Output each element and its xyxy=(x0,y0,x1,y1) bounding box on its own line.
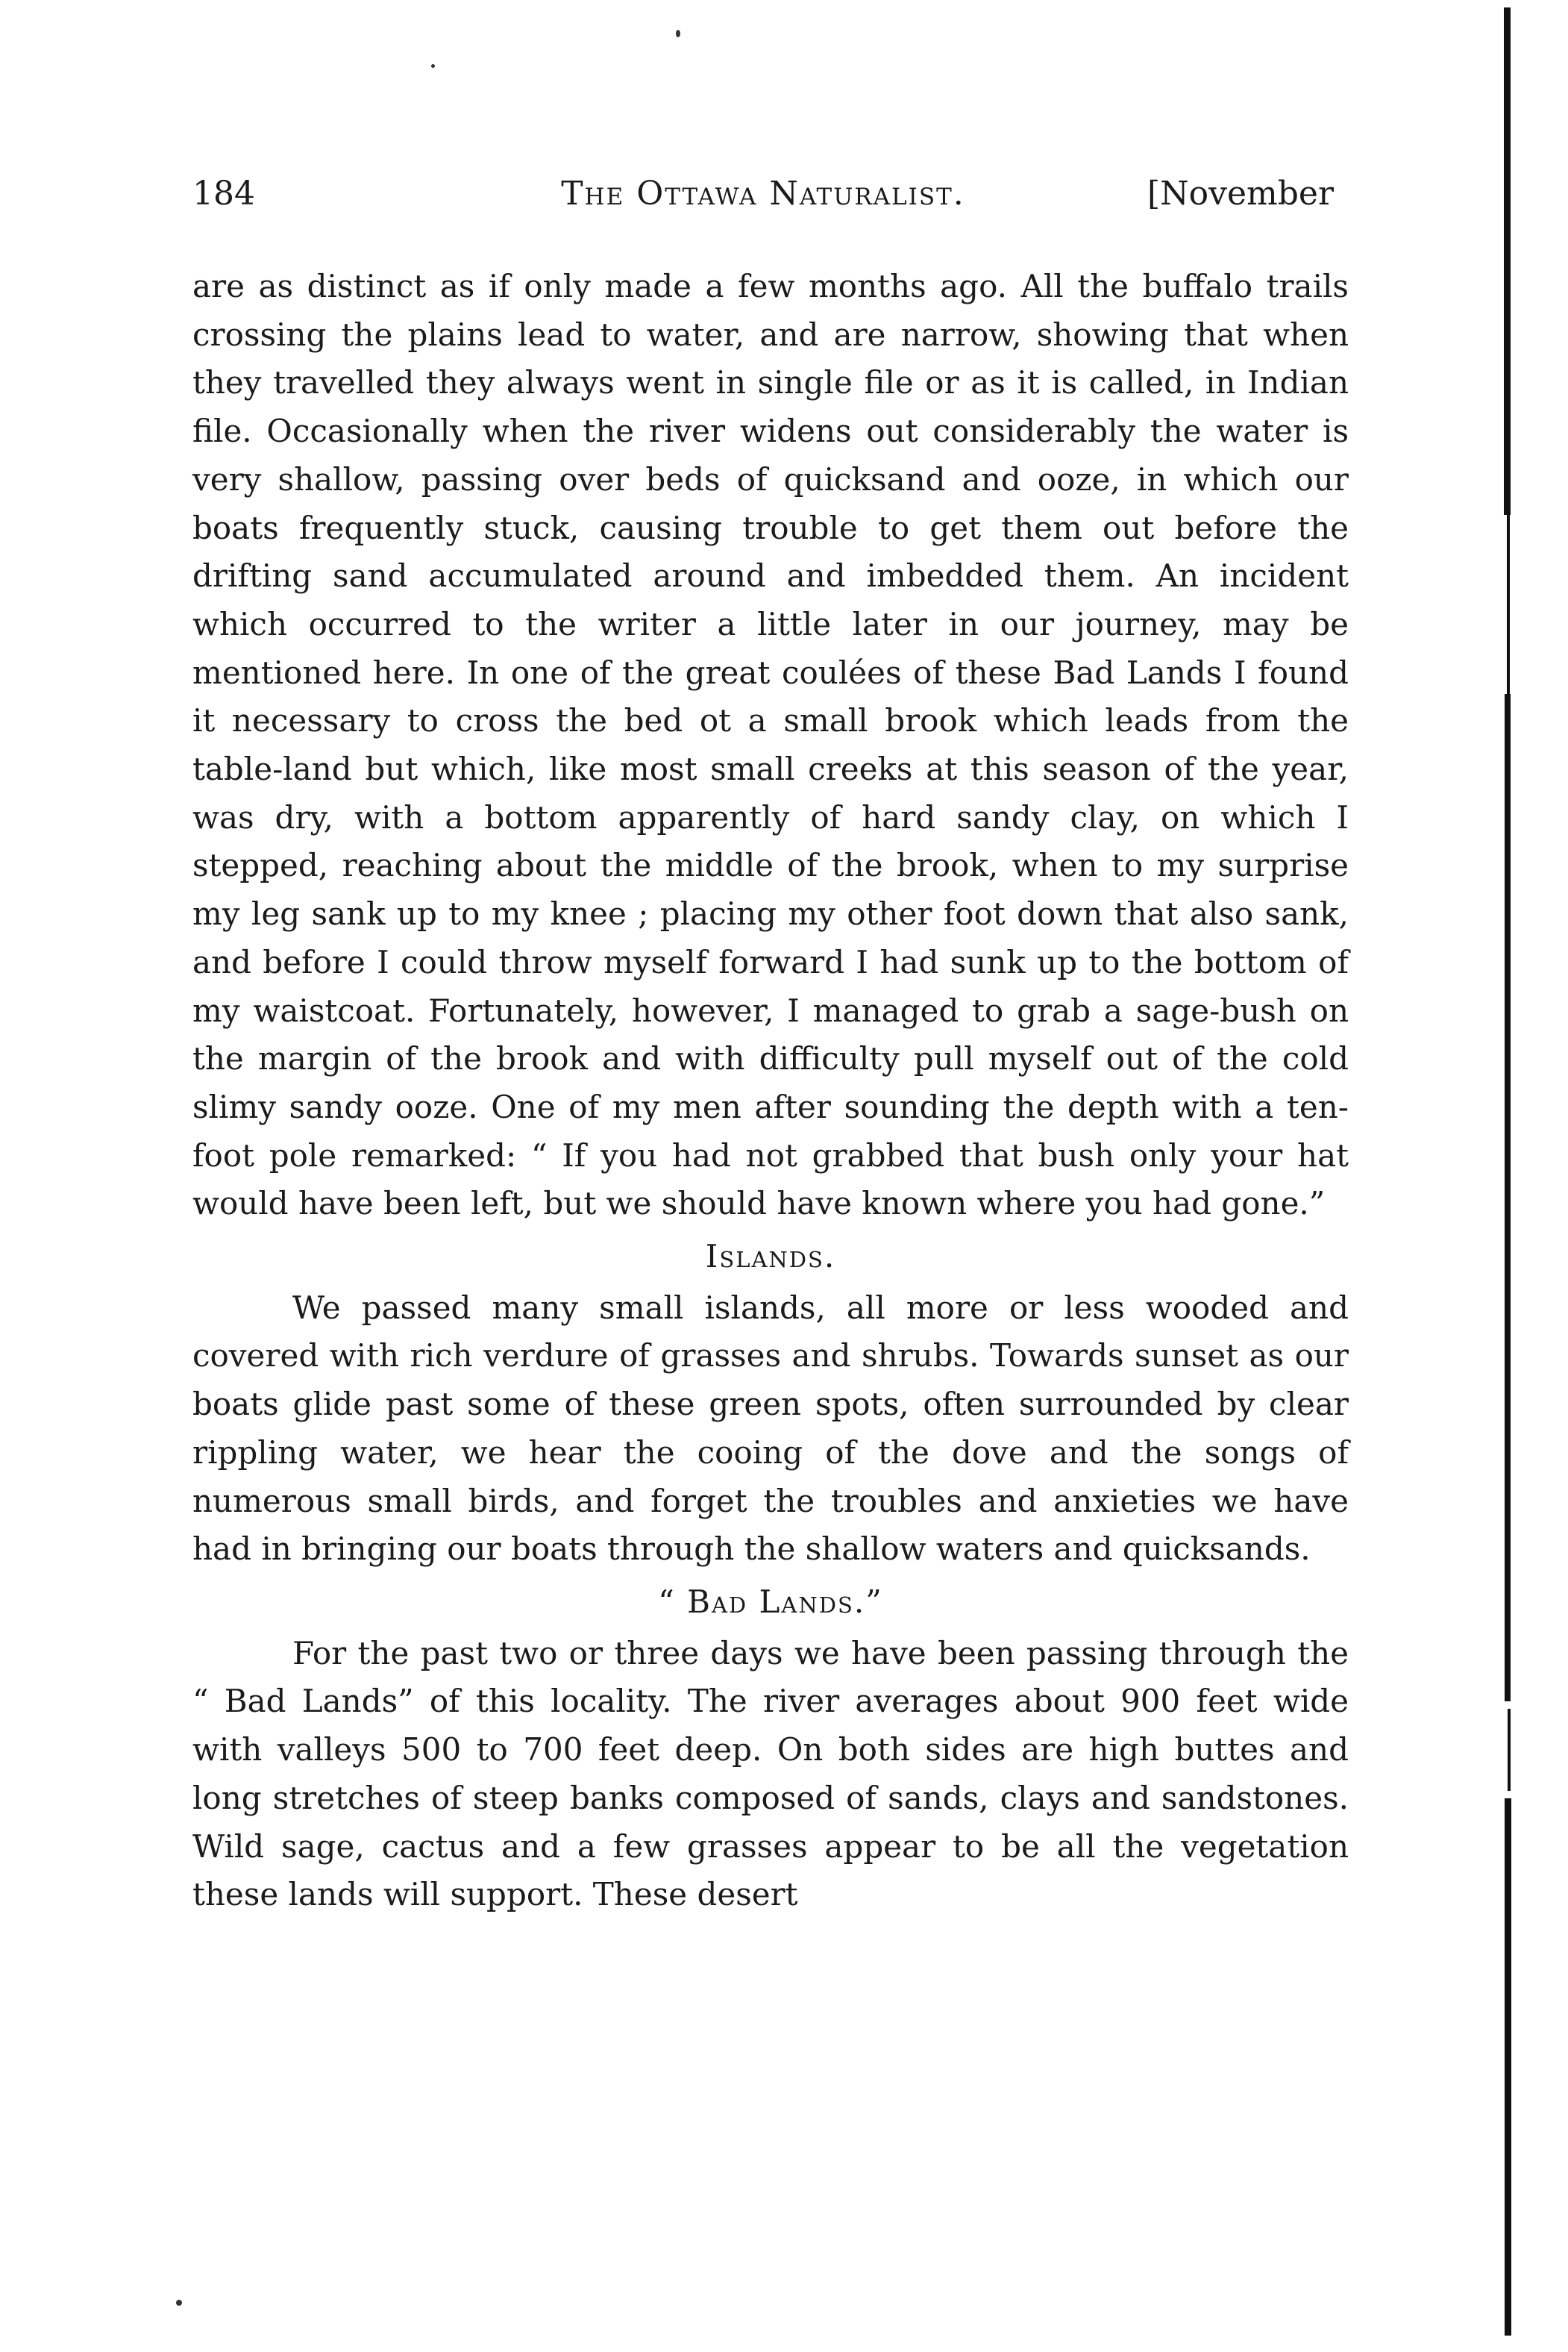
paragraph-continued: are as distinct as if only made a few months ago. All the buffalo trails crossing the plains lead to water, and are narrow, showing that when they travelled they always went in single file or as it is called, in Indian file. Occasionally when the river widens out considerably the water is very shallow, passing over beds of quicksand and ooze, in which our boats frequently stuck, causing trouble to get them out before the drifting sand accumulated around and imbedded them. An incident which occurred to the writer a little later in our journey, may be mentioned here. In one of the great coulées of these Bad Lands I found it necessary to cross the bed ot a small brook which leads from the table-land but which, like most small creeks at this season of the year, was dry, with a bottom apparently of hard sandy clay, on which I stepped, reaching about the middle of the brook, when to my surprise my leg sank up to my knee ; placing my other foot down that also sank, and before I could throw myself forward I had sunk up to the bottom of my waistcoat. Fortunately, however, I managed to grab a sage-bush on the margin of the brook and with difficulty pull myself out of the cold slimy sandy ooze. One of my men after sounding the depth with a ten-foot pole remarked: “ If you had not grabbed that bush only your hat would have been left, but we should have known where you had gone.” xyxy=(192,268,1349,1222)
issue-month: [November xyxy=(1147,175,1334,213)
paragraph-islands: We passed many small islands, all more or less wooded and covered with rich verdure of grasses and shrubs. Towards sunset as our boats glide past some of these green spots, often surrounded by clear rippling water, we hear the cooing of the dove and the songs of numerous small birds, and forget the troubles and anxieties we have had in bringing our boats through the shallow waters and quicksands. xyxy=(192,1289,1349,1568)
paragraph-bad-lands: For the past two or three days we have been passing through the “ Bad Lands” of this locality. The river averages about 900 feet wide with valleys 500 to 700 feet deep. On both sides are high buttes and long stretches of steep banks composed of sands, clays and sandstones. Wild sage, cactus and a few grasses appear to be all the vegetation these lands will support. These desert xyxy=(192,1634,1349,1913)
section-heading-bad-lands: “ Bad Lands.” xyxy=(658,1583,883,1620)
scan-speck xyxy=(676,30,680,37)
binding-edge-line xyxy=(1505,1798,1511,2336)
binding-edge-line xyxy=(1507,515,1510,694)
page-number: 184 xyxy=(192,175,255,213)
running-title: The Ottawa Naturalist. xyxy=(561,175,965,213)
page-header xyxy=(192,168,1334,220)
binding-edge-line xyxy=(1508,1709,1511,1791)
body-text xyxy=(192,263,1349,1919)
scan-speck xyxy=(431,64,435,68)
binding-edge-line xyxy=(1505,694,1511,1701)
scan-speck xyxy=(176,2300,182,2306)
section-heading-islands: Islands. xyxy=(705,1238,836,1275)
binding-edge-line xyxy=(1504,7,1511,515)
